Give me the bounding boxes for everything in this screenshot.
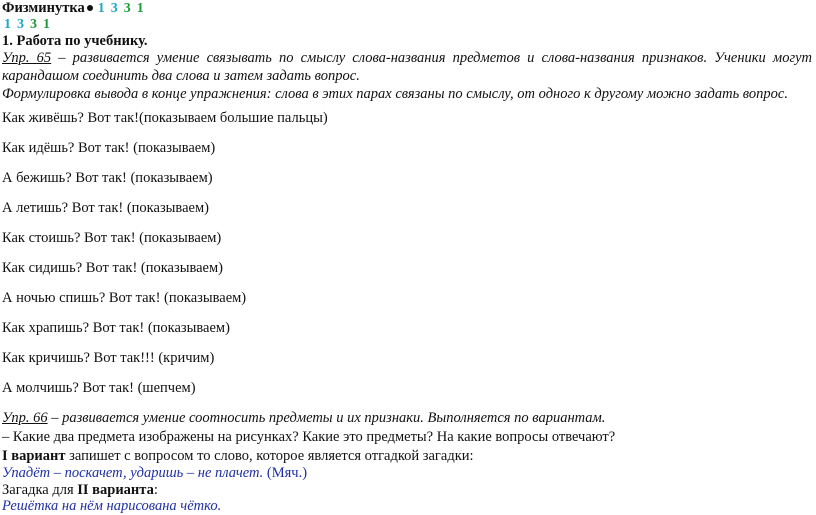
variant-2-prefix: Загадка для — [2, 482, 78, 498]
poem-line: А летишь? Вот так! (показываем) — [2, 200, 209, 216]
poem-line: Как сидишь? Вот так! (показываем) — [2, 260, 223, 276]
count-row-2 — [4, 16, 56, 33]
count-1: 1 — [4, 17, 11, 32]
variant-2-line — [2, 482, 158, 499]
riddle-1-line — [2, 465, 307, 482]
poem-line: Как стоишь? Вот так! (показываем) — [2, 230, 222, 246]
exercise-65-text-cont: карандашом соединить два слова и затем задать вопрос. — [2, 68, 360, 84]
exercise-65-line — [2, 50, 812, 67]
count-1: 1 — [97, 1, 105, 16]
riddle-2: Решётка на нём нарисована чётко. — [2, 498, 222, 514]
exercise-66-line — [2, 410, 605, 427]
question-text: – Какие два предмета изображены на рисунках? Какие это предметы? На какие вопросы отвечают? — [2, 429, 616, 445]
poem-line: А бежишь? Вот так! (показываем) — [2, 170, 213, 186]
variant-1-label: I вариант — [2, 448, 66, 464]
count-3: 3 — [30, 17, 37, 32]
exercise-65-label: Упр. 65 — [2, 50, 52, 66]
poem-line: А ночью спишь? Вот так! (показываем) — [2, 290, 247, 306]
count-2: 3 — [17, 17, 24, 32]
conclusion-text: Формулировка вывода в конце упражнения: слова в этих парах связаны по смыслу, от одного к другому можно задать вопрос. — [2, 86, 788, 102]
count-2: 3 — [110, 1, 118, 16]
riddle-1-answer: (Мяч.) — [263, 465, 308, 481]
riddle-1: Упадёт – поскачет, ударишь – не плачет. — [2, 465, 264, 481]
exercise-65-text: – развивается умение связывать по смыслу слова-названия предметов и слова-названия признаков. Ученики могут — [51, 50, 813, 66]
exercise-66-text: – развивается умение соотносить предметы и их признаки. Выполняется по вариантам. — [47, 410, 606, 426]
header-row — [2, 0, 150, 17]
section-heading: 1. Работа по учебнику. — [2, 33, 148, 49]
exercise-66-label: Упр. 66 — [2, 410, 48, 426]
header-title: Физминутка — [2, 0, 85, 16]
bullet-icon — [87, 5, 93, 11]
variant-2-suffix: : — [153, 482, 158, 498]
variant-1-line — [2, 448, 474, 465]
count-4: 1 — [43, 17, 50, 32]
poem-line: Как живёшь? Вот так!(показываем большие пальцы) — [2, 110, 328, 126]
count-4: 1 — [136, 1, 144, 16]
count-3: 3 — [123, 1, 131, 16]
poem-line: Как храпишь? Вот так! (показываем) — [2, 320, 230, 336]
poem-line: А молчишь? Вот так! (шепчем) — [2, 380, 196, 396]
variant-1-text: запишет с вопросом то слово, которое является отгадкой загадки: — [65, 448, 474, 464]
poem-line: Как кричишь? Вот так!!! (кричим) — [2, 350, 215, 366]
poem-line: Как идёшь? Вот так! (показываем) — [2, 140, 216, 156]
variant-2-label: II варианта — [77, 482, 154, 498]
